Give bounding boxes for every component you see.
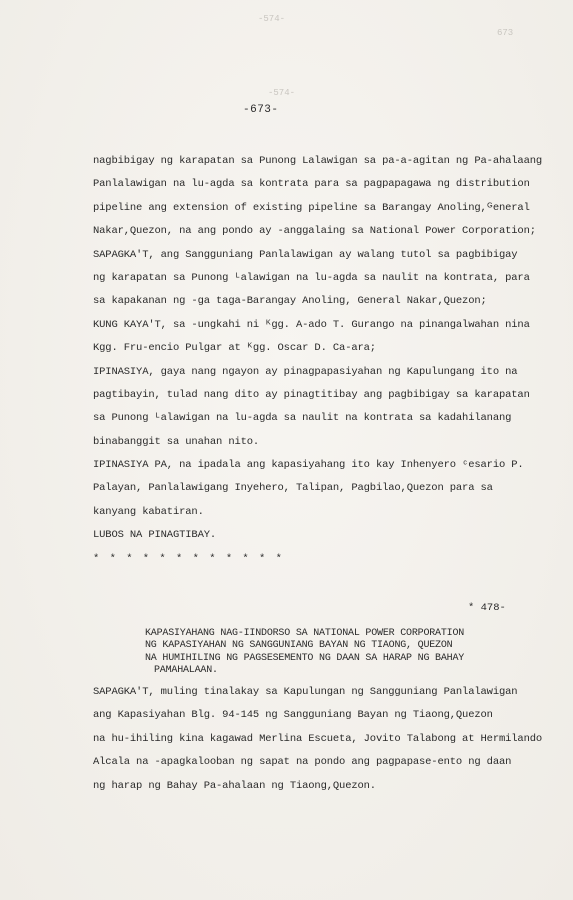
resolution-body [93, 150, 563, 571]
item-number: * 478- [468, 602, 506, 614]
text-line: sa kapakanan ng -ga taga-Barangay Anoling, General Nakar,Quezon; [93, 295, 487, 308]
text-line: Alcala na -apagkalooban ng sapat na pondo ang pagpapase-ento ng daan [93, 756, 512, 769]
text-line: Palayan, Panlalawigang Inyehero, Talipan, Pagbilao,Quezon para sa [93, 482, 493, 495]
resolution-body-2 [93, 681, 563, 798]
caption-line: NG KAPASIYAHAN NG SANGGUNIANG BAYAN NG TIAONG, QUEZON [145, 640, 453, 652]
text-line: SAPAGKA'T, ang Sangguniang Panlalawigan ay walang tutol sa pagbibigay [93, 248, 518, 261]
text-line: na hu-ihiling kina kagawad Merlina Escueta, Jovito Talabong at Hermilando [93, 732, 543, 745]
text-line: binabanggit sa unahan nito. [93, 435, 260, 448]
page-number: -673- [243, 104, 279, 116]
text-line: KUNG KAYA'T, sa -ungkahi ni ᴷgg. A-ado T. Gurango na pinangalwahan nina [93, 318, 530, 331]
caption-line: KAPASIYAHANG NAG-IINDORSO SA NATIONAL POWER CORPORATION [145, 628, 465, 639]
resolution-caption [145, 628, 535, 678]
text-line: LUBOS NA PINAGTIBAY. [93, 529, 217, 542]
text-line: sa Punong ᴸalawigan na lu-agda sa naulit na kontrata sa kadahilanang [93, 412, 512, 425]
text-line: IPINASIYA PA, na ipadala ang kapasiyahang ito kay Inhenyero ᶜesario P. [93, 459, 524, 472]
text-line: ng harap ng Bahay Pa-ahalaan ng Tiaong,Quezon. [93, 779, 376, 792]
text-line: ang Kapasiyahan Blg. 94-145 ng Sangguniang Bayan ng Tiaong,Quezon [93, 709, 493, 722]
text-line: IPINASIYA, gaya nang ngayon ay pinagpapasiyahan ng Kapulungang ito na [93, 365, 518, 378]
text-line: Nakar,Quezon, na ang pondo ay -anggalaing sa National Power Corporation; [93, 225, 536, 238]
separator-stars: * * * * * * * * * * * * [93, 552, 284, 565]
text-line: nagbibigay ng karapatan sa Punong Lalawigan sa pa-a-agitan ng Pa-ahalaang [93, 155, 543, 167]
caption-line: NA HUMIHILING NG PAGSESEMENTO NG DAAN SA HARAP NG BAHAY [145, 652, 465, 664]
bleed-through-mark: -574- [268, 88, 296, 98]
caption-line: PAMAHALAAN. [154, 665, 218, 677]
bleed-through-mark: 673 [497, 28, 514, 38]
text-line: pagtibayin, tulad nang dito ay pinagtitibay ang pagbibigay sa karapatan [93, 388, 530, 401]
text-line: pipeline ang extension of existing pipeline sa Barangay Anoling,ᴳeneral [93, 201, 530, 214]
text-line: Panlalawigan na lu-agda sa kontrata para sa pagpapagawa ng distribution [93, 178, 530, 191]
text-line: ng karapatan sa Punong ᴸalawigan na lu-agda sa naulit na kontrata, para [93, 271, 530, 284]
text-line: kanyang kabatiran. [93, 505, 204, 518]
text-line: Kgg. Fru-encio Pulgar at ᴷgg. Oscar D. Ca-ara; [93, 342, 376, 355]
text-line: SAPAGKA'T, muling tinalakay sa Kapulungan ng Sangguniang Panlalawigan [93, 686, 518, 698]
bleed-through-mark: -574- [258, 14, 286, 24]
